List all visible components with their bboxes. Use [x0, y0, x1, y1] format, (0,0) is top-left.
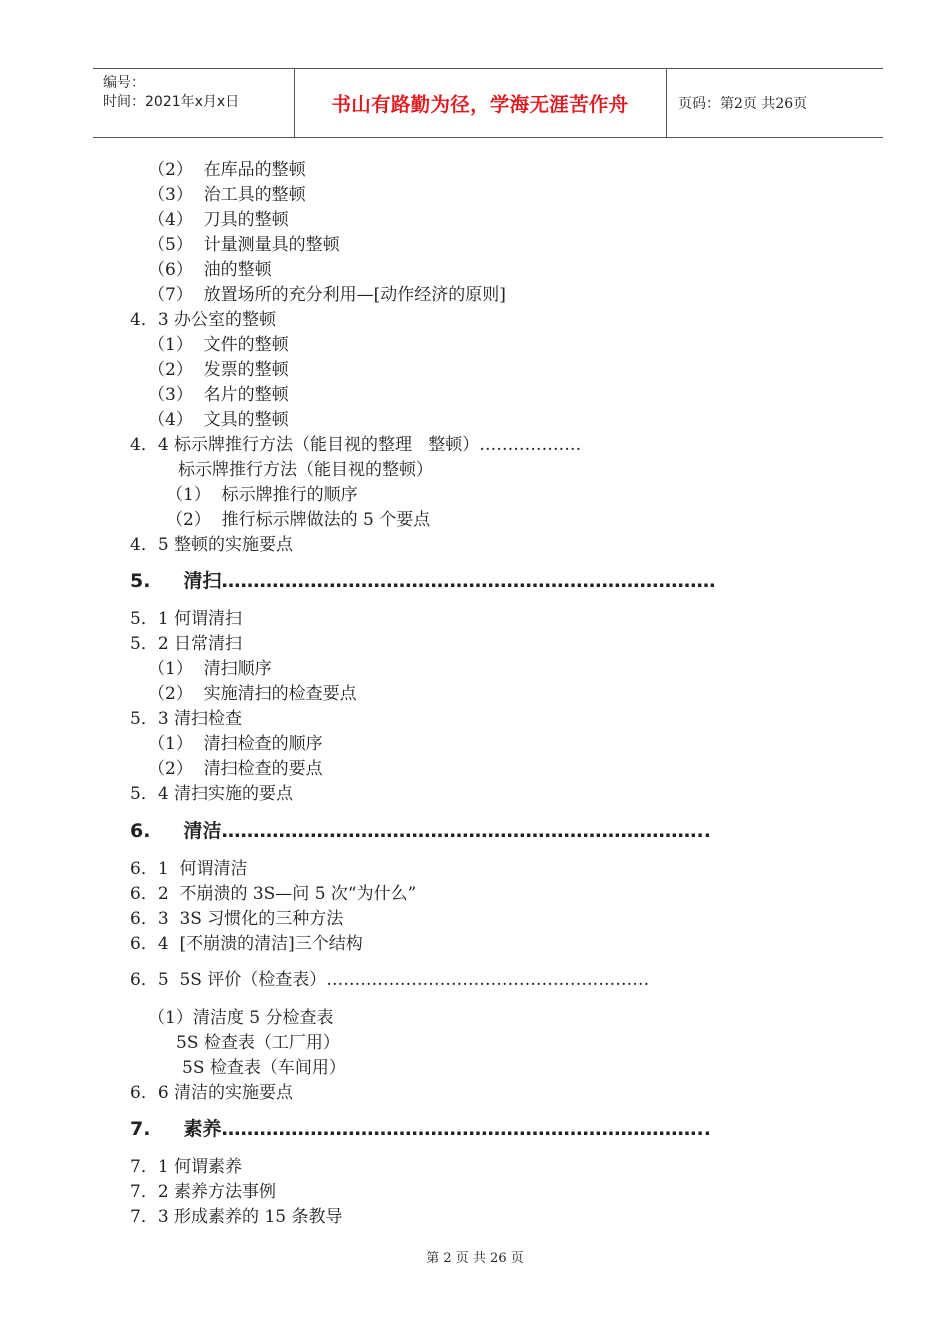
toc-subitem: 5S 检查表（车间用）: [182, 1058, 346, 1078]
toc-section: 4．5 整顿的实施要点: [130, 535, 294, 555]
toc-section: 7．3 形成素养的 15 条教导: [130, 1207, 343, 1227]
toc-item: （2） 发票的整顿: [148, 360, 289, 380]
toc-section: 6．3 3S 习惯化的三种方法: [130, 909, 344, 929]
toc-item: （1）清洁度 5 分检查表: [148, 1008, 334, 1028]
toc-item: （6） 油的整顿: [148, 260, 272, 280]
toc-section: 4．3 办公室的整顿: [130, 310, 277, 330]
toc-section: 6．1 何谓清洁: [130, 859, 248, 879]
header-page-number: 页码：第2页 共26页: [678, 96, 808, 112]
toc-section: 7．1 何谓素养: [130, 1157, 243, 1177]
toc-section: 6．5 5S 评价（检查表）…………………………………………………: [130, 970, 650, 990]
toc-item: （7） 放置场所的充分利用—[动作经济的原则]: [148, 285, 506, 305]
toc-item: （1） 清扫检查的顺序: [148, 734, 323, 754]
toc-section: 5．2 日常清扫: [130, 634, 243, 654]
toc-section: 5．3 清扫检查: [130, 709, 243, 729]
toc-item: （2） 实施清扫的检查要点: [148, 684, 357, 704]
toc-section: 4．4 标示牌推行方法（能目视的整理 整顿）………………: [130, 435, 582, 455]
toc-item: （4） 文具的整顿: [148, 410, 289, 430]
toc-section: 6．4 [不崩溃的清洁]三个结构: [130, 934, 363, 954]
page-footer: 第 2 页 共 26 页: [426, 1251, 524, 1266]
toc-section: 7．2 素养方法事例: [130, 1182, 277, 1202]
toc-item: （3） 名片的整顿: [148, 385, 289, 405]
toc-item: （1） 清扫顺序: [148, 659, 272, 679]
toc-item: （3） 治工具的整顿: [148, 185, 306, 205]
toc-section: 6．2 不崩溃的 3S—问 5 次“为什么”: [130, 884, 417, 904]
toc-chapter: 7. 素养…………………………………………………………………..: [130, 1118, 711, 1140]
toc-item: （4） 刀具的整顿: [148, 210, 289, 230]
toc-item: （1） 标示牌推行的顺序: [166, 485, 358, 505]
number-label: 编号：: [103, 75, 145, 91]
toc-item: （2） 清扫检查的要点: [148, 759, 323, 779]
toc-chapter: 6. 清洁…………………………………………………………………..: [130, 820, 711, 842]
page-header: [93, 68, 883, 138]
toc-subitem: 5S 检查表（工厂用）: [176, 1033, 340, 1053]
toc-subtitle: 标示牌推行方法（能目视的整顿）: [178, 460, 433, 480]
time-label: 时间：2021年x月x日: [103, 94, 240, 110]
toc-section: 5．1 何谓清扫: [130, 609, 243, 629]
toc-section: 5．4 清扫实施的要点: [130, 784, 294, 804]
header-motto: 书山有路勤为径，学海无涯苦作舟: [294, 69, 667, 137]
header-meta: [93, 69, 295, 137]
toc-item: （5） 计量测量具的整顿: [148, 235, 340, 255]
toc-item: （1） 文件的整顿: [148, 335, 289, 355]
toc-item: （2） 推行标示牌做法的 5 个要点: [166, 510, 431, 530]
toc-section: 6．6 清洁的实施要点: [130, 1083, 294, 1103]
toc-chapter: 5. 清扫……………………………………………………………………: [130, 570, 716, 592]
toc-item: （2） 在库品的整顿: [148, 160, 306, 180]
